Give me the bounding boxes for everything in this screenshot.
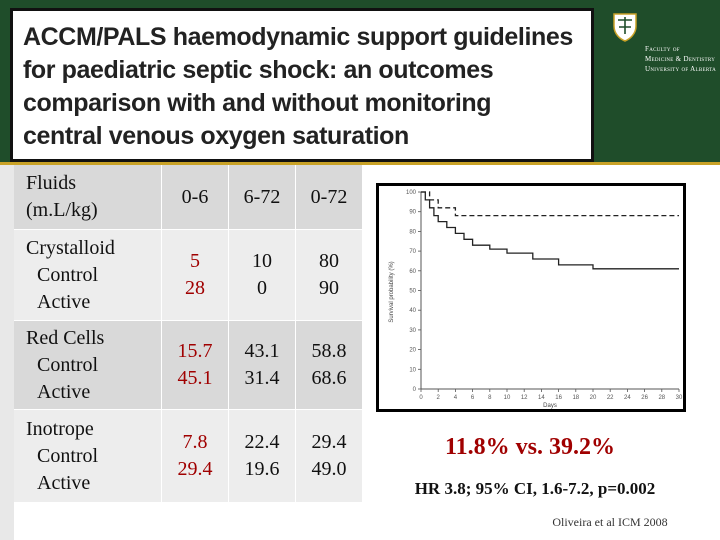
cell-control: 80 <box>319 250 339 272</box>
y-tick-label: 60 <box>409 268 416 275</box>
x-tick-label: 24 <box>624 395 631 401</box>
title-line: for paediatric septic shock: an outcomes <box>23 56 494 84</box>
row-label-cell <box>14 321 162 410</box>
cell-control: 10 <box>252 250 272 272</box>
x-axis-label: Days <box>543 403 557 409</box>
faculty-line: Faculty of <box>645 45 680 53</box>
table-row <box>14 321 363 410</box>
cell-active: 45.1 <box>177 367 213 389</box>
x-tick-label: 4 <box>453 395 458 401</box>
y-tick-label: 30 <box>409 327 416 334</box>
header-unit: (m.L/kg) <box>26 199 98 221</box>
header-label: Fluids <box>26 172 77 194</box>
fluids-table <box>14 165 363 503</box>
cell-control: 22.4 <box>244 431 280 453</box>
hazard-ratio-stats: HR 3.8; 95% CI, 1.6-7.2, p=0.002 <box>414 479 656 498</box>
x-tick-label: 6 <box>470 395 475 401</box>
cell-active: 0 <box>257 277 267 299</box>
left-decoration-strip <box>0 165 14 540</box>
faculty-line: University of Alberta <box>645 65 717 73</box>
row-sub-control: Control <box>37 353 99 376</box>
table-cell <box>162 410 229 503</box>
title-line: central venous oxygen saturation <box>23 122 409 150</box>
table-cell <box>229 410 296 503</box>
table-row <box>14 230 363 321</box>
cell-control: 7.8 <box>182 431 208 453</box>
row-label-cell <box>14 410 162 503</box>
cell-control: 58.8 <box>311 340 347 362</box>
table-cell <box>296 321 363 410</box>
x-tick-label: 18 <box>572 395 580 401</box>
x-tick-label: 16 <box>555 395 562 401</box>
faculty-wordmark <box>645 44 717 74</box>
x-tick-label: 26 <box>641 395 648 401</box>
row-label: Inotrope <box>26 417 94 440</box>
row-sub-control: Control <box>37 263 99 286</box>
x-tick-label: 20 <box>589 395 597 401</box>
y-tick-label: 10 <box>409 367 416 374</box>
y-tick-label: 40 <box>409 308 416 315</box>
table-cell <box>229 230 296 321</box>
x-tick-label: 12 <box>520 395 528 401</box>
title-line: comparison with and without monitoring <box>23 89 492 117</box>
cell-active: 19.6 <box>244 458 280 480</box>
citation: Oliveira et al ICM 2008 <box>552 515 668 529</box>
row-label: Crystalloid <box>26 236 115 259</box>
cell-control: 5 <box>190 250 200 272</box>
x-tick-label: 8 <box>488 395 492 401</box>
x-tick-label: 30 <box>675 395 683 401</box>
table-cell <box>296 410 363 503</box>
survival-plot-frame <box>376 183 686 412</box>
cell-active: 28 <box>185 277 205 299</box>
y-tick-label: 20 <box>409 347 416 354</box>
table-cell <box>229 321 296 410</box>
cell-active: 68.6 <box>311 367 347 389</box>
row-sub-control: Control <box>37 444 99 467</box>
col-header-0-6: 0-6 <box>162 165 229 230</box>
y-axis-label: Survival probability (%) <box>389 261 395 323</box>
title-line: ACCM/PALS haemodynamic support guidelines <box>23 23 573 51</box>
table-row <box>14 410 363 503</box>
y-tick-label: 50 <box>409 288 416 295</box>
cell-active: 29.4 <box>177 458 213 480</box>
row-sub-active: Active <box>37 471 91 494</box>
table-cell <box>162 321 229 410</box>
x-tick-label: 28 <box>658 395 666 401</box>
y-tick-label: 90 <box>409 209 416 216</box>
x-tick-label: 14 <box>538 395 545 401</box>
y-tick-label: 100 <box>405 190 416 196</box>
table-header-row <box>14 165 363 230</box>
cell-active: 31.4 <box>244 367 280 389</box>
x-tick-label: 10 <box>503 395 511 401</box>
row-sub-active: Active <box>37 290 91 313</box>
title-box <box>10 8 594 162</box>
y-tick-label: 0 <box>412 387 416 393</box>
row-label-cell <box>14 230 162 321</box>
header-label-cell <box>14 165 162 230</box>
col-header-6-72: 6-72 <box>229 165 296 230</box>
faculty-line: Medicine & Dentistry <box>645 55 716 63</box>
row-sub-active: Active <box>37 380 91 403</box>
table-cell <box>296 230 363 321</box>
cell-control: 43.1 <box>244 340 280 362</box>
slide-title <box>23 21 593 153</box>
cell-control: 15.7 <box>177 340 213 362</box>
x-tick-label: 2 <box>436 395 440 401</box>
row-label: Red Cells <box>26 326 105 349</box>
col-header-0-72: 0-72 <box>296 165 363 230</box>
x-tick-label: 22 <box>606 395 614 401</box>
cell-active: 49.0 <box>311 458 347 480</box>
x-tick-label: 0 <box>419 395 423 401</box>
cell-control: 29.4 <box>311 431 347 453</box>
y-tick-label: 70 <box>409 249 416 256</box>
survival-curve-chart <box>379 186 683 409</box>
university-crest-icon <box>612 12 638 42</box>
cell-active: 90 <box>319 277 339 299</box>
y-tick-label: 80 <box>409 229 416 236</box>
mortality-result: 11.8% vs. 39.2% <box>444 434 615 460</box>
table-cell <box>162 230 229 321</box>
